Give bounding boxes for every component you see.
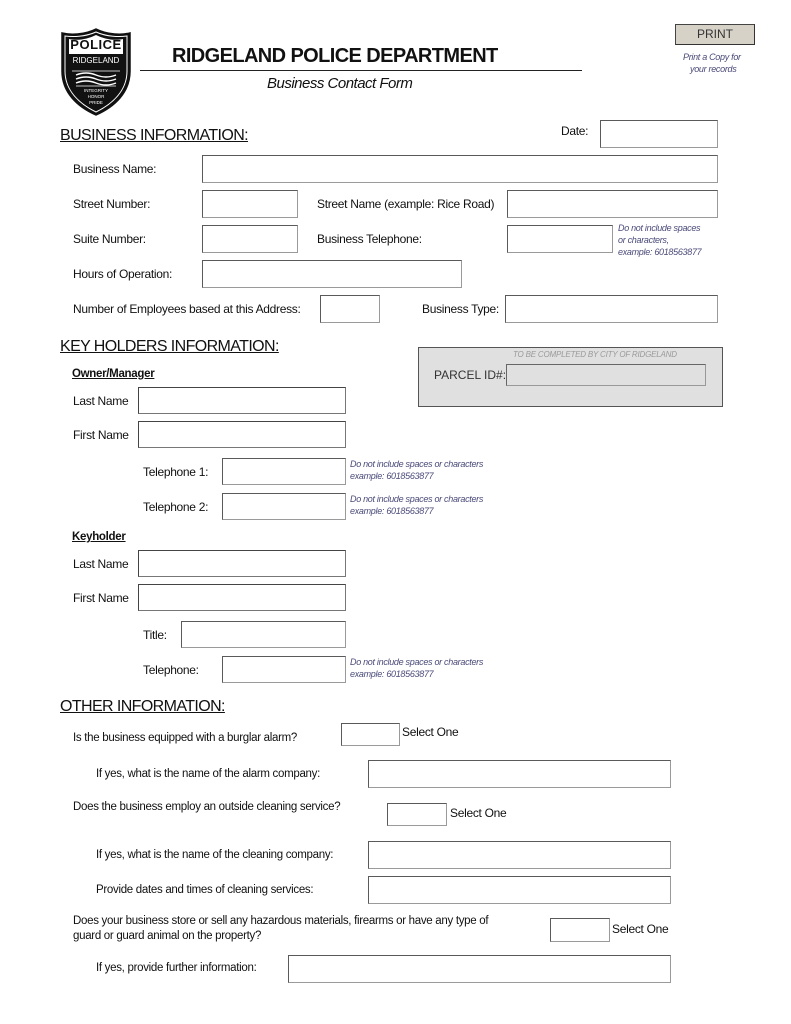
keyholder-telephone-label: Telephone:	[143, 663, 199, 677]
street-name-field[interactable]	[507, 190, 718, 218]
keyholder-last-name-field[interactable]	[138, 550, 346, 577]
owner-last-name-field[interactable]	[138, 387, 346, 414]
print-hint-line2: your records	[690, 64, 737, 74]
police-badge-logo	[58, 27, 134, 117]
employees-label: Number of Employees based at this Address:	[73, 302, 301, 316]
street-number-label: Street Number:	[73, 197, 151, 211]
owner-last-name-label: Last Name	[73, 394, 129, 408]
section-title-business: BUSINESS INFORMATION:	[60, 127, 249, 144]
owner-telephone1-field[interactable]	[222, 458, 346, 485]
cleaning-dates-field[interactable]	[368, 876, 671, 904]
badge-top-text: POLICE	[70, 37, 122, 52]
owner-telephone2-hint-2: example: 6018563877	[350, 506, 434, 516]
page-subtitle: Business Contact Form	[267, 75, 413, 92]
owner-telephone2-field[interactable]	[222, 493, 346, 520]
alarm-select-text: Select One	[402, 725, 459, 739]
alarm-question: Is the business equipped with a burglar alarm?	[73, 732, 298, 744]
date-label: Date:	[561, 124, 589, 138]
alarm-company-field[interactable]	[368, 760, 671, 788]
business-name-label: Business Name:	[73, 162, 157, 176]
badge-motto-2: HONOR	[87, 94, 105, 99]
keyholder-title-label: Title:	[143, 628, 167, 642]
badge-motto-3: PRIDE	[89, 100, 103, 105]
badge-motto-1: INTEGRITY	[83, 88, 108, 93]
suite-number-label: Suite Number:	[73, 232, 146, 246]
suite-number-field[interactable]	[202, 225, 298, 253]
keyholder-telephone-field[interactable]	[222, 656, 346, 683]
business-telephone-field[interactable]	[507, 225, 613, 253]
further-info-field[interactable]	[288, 955, 671, 983]
owner-telephone1-label: Telephone 1:	[143, 465, 209, 479]
hazard-question-line1: Does your business store or sell any hazardous materials, firearms or have any type of	[73, 915, 489, 927]
cleaning-company-label: If yes, what is the name of the cleaning company:	[96, 849, 334, 861]
parcel-caption: TO BE COMPLETED BY CITY OF RIDGELAND	[513, 350, 677, 359]
business-telephone-hint-1: Do not include spaces	[618, 223, 701, 233]
print-button[interactable]: PRINT	[675, 24, 755, 45]
alarm-select[interactable]	[341, 723, 400, 746]
keyholder-title-field[interactable]	[181, 621, 346, 648]
business-telephone-label: Business Telephone:	[317, 232, 422, 246]
page-title: RIDGELAND POLICE DEPARTMENT	[172, 45, 498, 67]
business-telephone-hint-3: example: 6018563877	[618, 247, 702, 257]
hazard-select[interactable]	[550, 918, 610, 942]
keyholder-telephone-hint-1: Do not include spaces or characters	[350, 657, 484, 667]
cleaning-select[interactable]	[387, 803, 447, 826]
further-info-label: If yes, provide further information:	[96, 962, 257, 974]
business-type-label: Business Type:	[422, 302, 499, 316]
cleaning-select-text: Select One	[450, 806, 507, 820]
owner-telephone1-hint-1: Do not include spaces or characters	[350, 459, 484, 469]
section-title-other: OTHER INFORMATION:	[60, 698, 225, 715]
business-type-field[interactable]	[505, 295, 718, 323]
owner-telephone2-hint-1: Do not include spaces or characters	[350, 494, 484, 504]
street-number-field[interactable]	[202, 190, 298, 218]
owner-manager-heading: Owner/Manager	[72, 368, 155, 380]
owner-telephone1-hint-2: example: 6018563877	[350, 471, 434, 481]
business-name-field[interactable]	[202, 155, 718, 183]
street-name-label: Street Name (example: Rice Road)	[317, 197, 495, 211]
badge-mid-text: RIDGELAND	[72, 56, 120, 65]
alarm-company-label: If yes, what is the name of the alarm company:	[96, 768, 320, 780]
cleaning-question: Does the business employ an outside cleaning service?	[73, 801, 341, 813]
keyholder-first-name-label: First Name	[73, 591, 129, 605]
owner-telephone2-label: Telephone 2:	[143, 500, 209, 514]
keyholder-heading: Keyholder	[72, 531, 126, 543]
keyholder-last-name-label: Last Name	[73, 557, 129, 571]
date-field[interactable]	[600, 120, 718, 148]
owner-first-name-field[interactable]	[138, 421, 346, 448]
business-telephone-hint-2: or characters,	[618, 235, 669, 245]
print-hint-line1: Print a Copy for	[683, 52, 741, 62]
keyholder-telephone-hint-2: example: 6018563877	[350, 669, 434, 679]
hazard-select-text: Select One	[612, 922, 669, 936]
hours-label: Hours of Operation:	[73, 267, 173, 281]
employees-field[interactable]	[320, 295, 380, 323]
section-title-keyholders: KEY HOLDERS INFORMATION:	[60, 338, 279, 355]
keyholder-first-name-field[interactable]	[138, 584, 346, 611]
parcel-label: PARCEL ID#:	[434, 368, 507, 382]
cleaning-dates-label: Provide dates and times of cleaning services:	[96, 884, 314, 896]
hours-field[interactable]	[202, 260, 462, 288]
cleaning-company-field[interactable]	[368, 841, 671, 869]
parcel-id-field[interactable]	[506, 364, 706, 386]
owner-first-name-label: First Name	[73, 428, 129, 442]
title-rule	[140, 70, 582, 71]
hazard-question-line2: guard or guard animal on the property?	[73, 930, 262, 942]
parcel-panel	[418, 347, 723, 407]
